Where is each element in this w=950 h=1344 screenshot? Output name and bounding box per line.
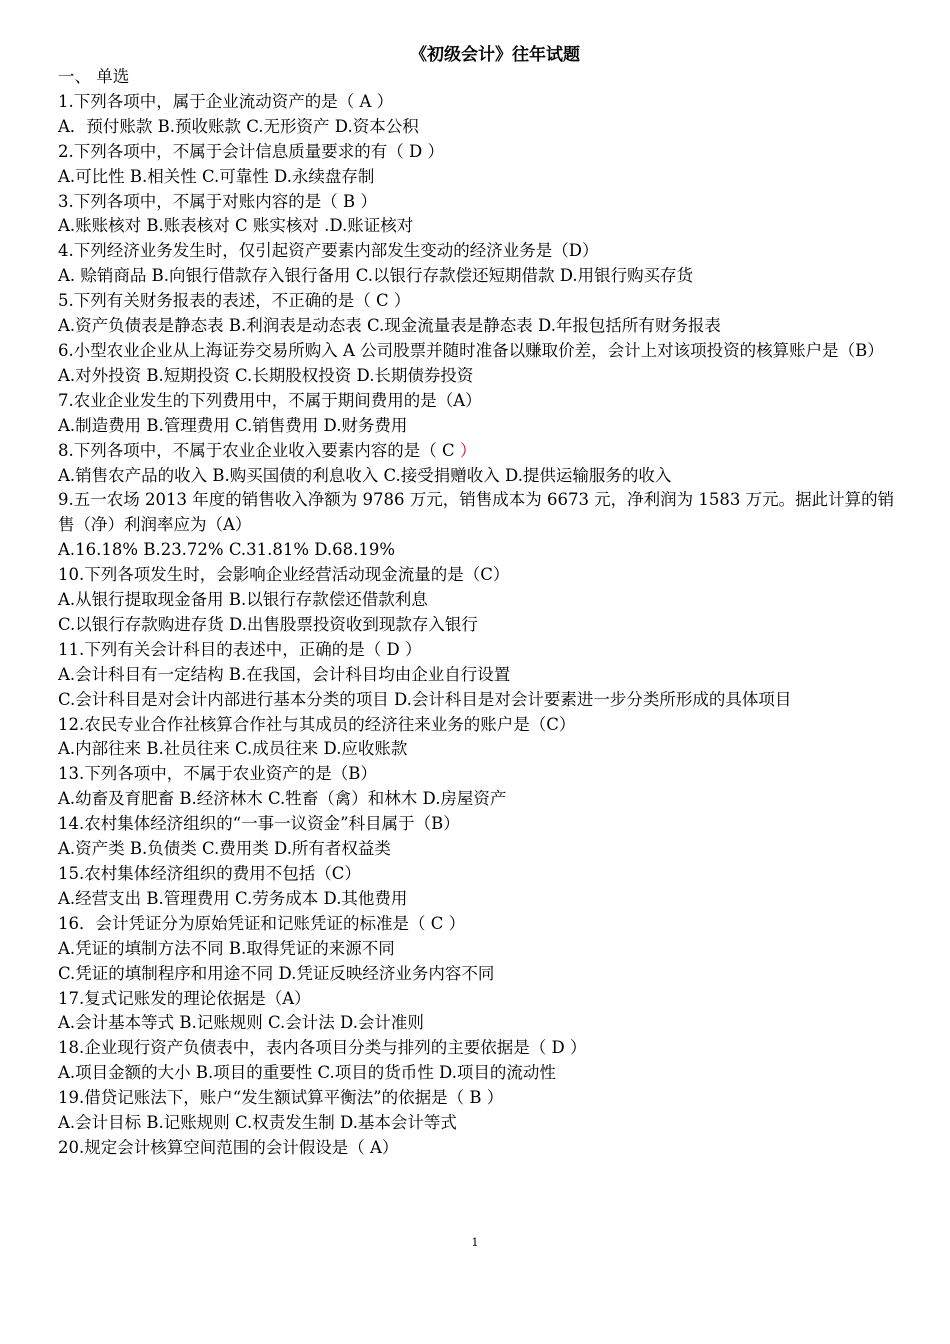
section-heading: 一、 单选 [58, 67, 130, 86]
question-1: 1.下列各项中，属于企业流动资产的是（ A ） [58, 91, 394, 111]
question-8-text: 8.下列各项中，不属于农业企业收入要素内容的是（ C [58, 440, 460, 460]
question-19: 19.借贷记账法下，账户“发生额试算平衡法”的依据是（ B ） [58, 1088, 504, 1108]
options-6: A.对外投资 B.短期投资 C.长期股权投资 D.长期债券投资 [58, 365, 474, 385]
options-4: A. 赊销商品 B.向银行借款存入银行备用 C.以银行存款偿还短期借款 D.用银行购买存货 [58, 266, 694, 286]
options-3: A.账账核对 B.账表核对 C 账实核对 .D.账证核对 [58, 216, 414, 236]
options-2: A.可比性 B.相关性 C.可靠性 D.永续盘存制 [58, 166, 375, 186]
options-17: A.会计基本等式 B.记账规则 C.会计法 D.会计准则 [58, 1013, 424, 1033]
page-title: 《初级会计》往年试题 [410, 45, 580, 65]
question-list [58, 65, 898, 1161]
question-13: 13.下列各项中，不属于农业资产的是（B） [58, 764, 377, 784]
page-number: 1 [471, 1236, 479, 1249]
question-11: 11.下列有关会计科目的表述中，正确的是（ D ） [58, 639, 422, 659]
options-16b: C.凭证的填制程序和用途不同 D.凭证反映经济业务内容不同 [58, 963, 495, 983]
question-16: 16．会计凭证分为原始凭证和记账凭证的标准是（ C ） [58, 913, 466, 933]
options-1: A．预付账款 B.预收账款 C.无形资产 D.资本公积 [58, 116, 419, 136]
options-12: A.内部往来 B.社员往来 C.成员往来 D.应收账款 [58, 739, 408, 759]
options-11a: A.会计科目有一定结构 B.在我国，会计科目均由企业自行设置 [58, 664, 511, 684]
options-10b: C.以银行存款购进存货 D.出售股票投资收到现款存入银行 [58, 614, 478, 634]
question-2: 2.下列各项中，不属于会计信息质量要求的有（ D ） [58, 141, 444, 161]
options-16a: A.凭证的填制方法不同 B.取得凭证的来源不同 [58, 938, 395, 958]
red-bracket: ） [459, 440, 477, 460]
options-5: A.资产负债表是静态表 B.利润表是动态表 C.现金流量表是静态表 D.年报包括所有财务报表 [58, 316, 721, 336]
options-11b: C.会计科目是对会计内部进行基本分类的项目 D.会计科目是对会计要素进一步分类所形成的具体项目 [58, 689, 792, 709]
question-15: 15.农村集体经济组织的费用不包括（C） [58, 864, 361, 883]
question-18: 18.企业现行资产负债表中，表内各项目分类与排列的主要依据是（ D ） [58, 1038, 587, 1058]
question-9: 9.五一农场 2013 年度的销售收入净额为 9786 万元，销售成本为 6673 元，净利润为 1583 万元。据此计算的销售（净）利润率应为（A） [58, 490, 895, 535]
options-18: A.项目金额的大小 B.项目的重要性 C.项目的货币性 D.项目的流动性 [58, 1063, 556, 1083]
question-4: 4.下列经济业务发生时，仅引起资产要素内部发生变动的经济业务是（D） [58, 241, 599, 261]
question-17: 17.复式记账发的理论依据是（A） [58, 988, 311, 1008]
question-14: 14.农村集体经济组织的“一事一议资金”科目属于（B） [58, 814, 460, 834]
options-19: A.会计目标 B.记账规则 C.权责发生制 D.基本会计等式 [58, 1113, 457, 1133]
question-8 [58, 439, 898, 464]
question-12: 12.农民专业合作社核算合作社与其成员的经济往来业务的账户是（C） [58, 714, 576, 734]
question-20: 20.规定会计核算空间范围的会计假设是（ A） [58, 1137, 399, 1157]
options-13: A.幼畜及育肥畜 B.经济林木 C.牲畜（禽）和林木 D.房屋资产 [58, 789, 507, 809]
question-10: 10.下列各项发生时，会影响企业经营活动现金流量的是（C） [58, 565, 510, 585]
question-3: 3.下列各项中，不属于对账内容的是（ B ） [58, 191, 377, 211]
options-9: A.16.18% B.23.72% C.31.81% D.68.19% [58, 540, 396, 560]
options-15: A.经营支出 B.管理费用 C.劳务成本 D.其他费用 [58, 888, 408, 908]
options-10a: A.从银行提取现金备用 B.以银行存款偿还借款利息 [58, 590, 428, 610]
question-6: 6.小型农业企业从上海证券交易所购入 A 公司股票并随时准备以赚取价差，会计上对该项投资的核算账户是（B） [58, 340, 884, 360]
options-8: A.销售农产品的收入 B.购买国债的利息收入 C.接受捐赠收入 D.提供运输服务的收入 [58, 465, 672, 485]
question-7: 7.农业企业发生的下列费用中，不属于期间费用的是（A） [58, 390, 482, 410]
options-7: A.制造费用 B.管理费用 C.销售费用 D.财务费用 [58, 415, 408, 435]
question-5: 5.下列有关财务报表的表述，不正确的是（ C ） [58, 291, 411, 311]
options-14: A.资产类 B.负债类 C.费用类 D.所有者权益类 [58, 839, 391, 859]
